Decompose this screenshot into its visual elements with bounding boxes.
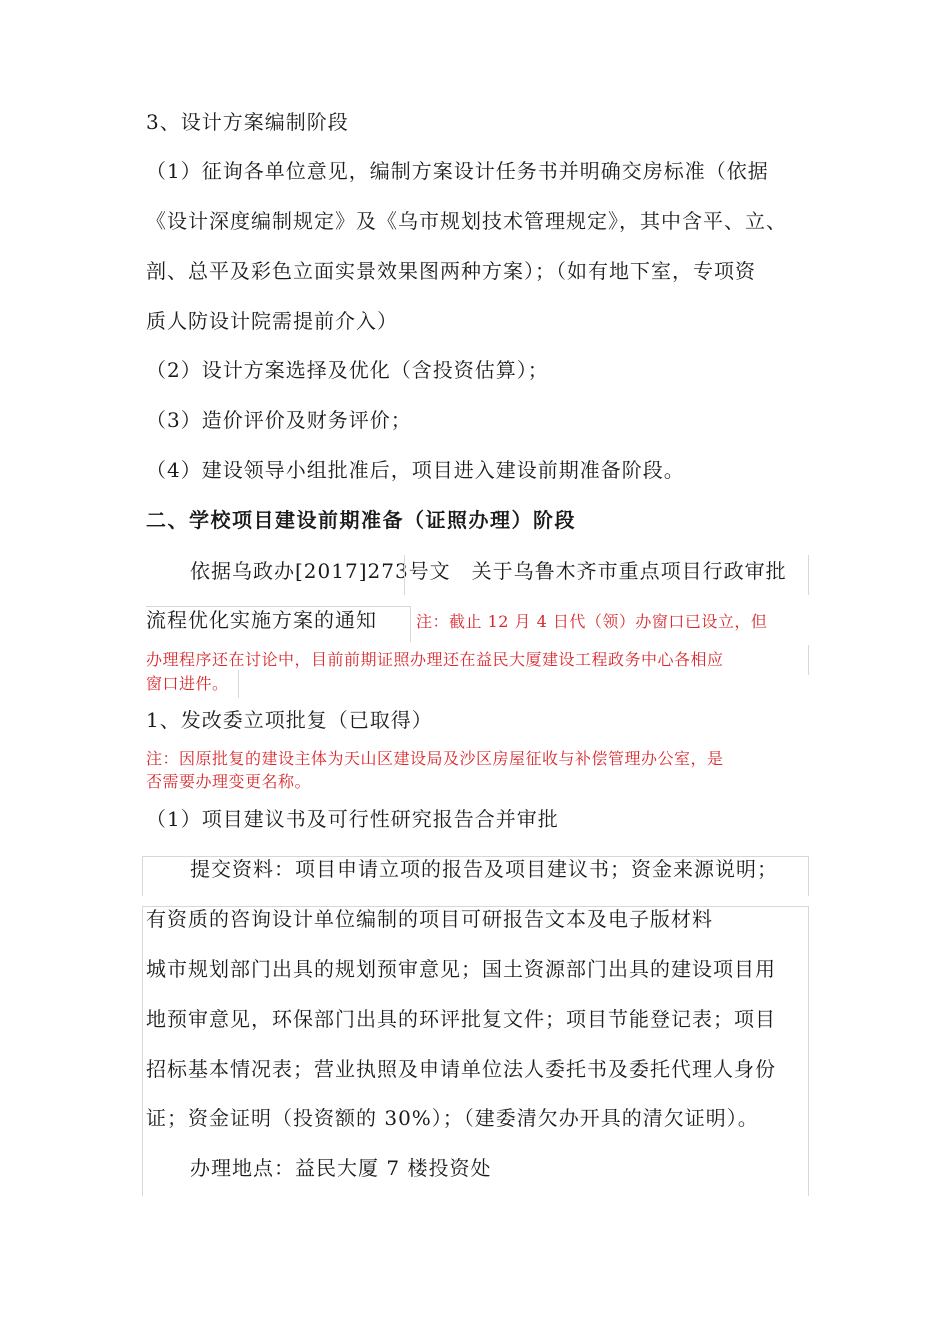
s3-item1-line3: 剖、总平及彩色立面实景效果图两种方案）；（如有地下室，专项资 [146, 259, 756, 283]
frame-line [410, 606, 411, 642]
frame-line [142, 906, 808, 907]
note-2-line2: 否需要办理变更名称。 [146, 772, 312, 791]
note-1-line1: 注：截止 12 月 4 日代（领）办窗口已设立，但 [416, 612, 768, 631]
basis-line2: 流程优化实施方案的通知 [146, 608, 377, 632]
submit-line3: 城市规划部门出具的规划预审意见；国土资源部门出具的建设项目用 [146, 957, 776, 981]
frame-line [238, 670, 239, 698]
basis-line1: 依据乌政办[2017]273号文 关于乌鲁木齐市重点项目行政审批 [190, 559, 787, 583]
s3-item1-line1: （1）征询各单位意见，编制方案设计任务书并明确交房标准（依据 [146, 159, 769, 183]
section-1-title: 1、发改委立项批复（已取得） [146, 708, 433, 732]
frame-line [808, 906, 809, 1196]
frame-line [142, 856, 143, 896]
s3-item2: （2）设计方案选择及优化（含投资估算）； [146, 358, 549, 382]
submit-line6: 证；资金证明（投资额的 30%）；（建委清欠办开具的清欠证明）。 [146, 1106, 759, 1130]
s3-item4: （4）建设领导小组批准后，项目进入建设前期准备阶段。 [146, 458, 685, 482]
submit-line2: 有资质的咨询设计单位编制的项目可研报告文本及电子版材料 [146, 907, 713, 931]
frame-line [808, 856, 809, 896]
frame-line [808, 555, 809, 595]
s3-item1-line2: 《设计深度编制规定》及《乌市规划技术管理规定》，其中含平、立、 [146, 209, 787, 233]
note-2-line1: 注：因原批复的建设主体为天山区建设局及沙区房屋征收与补偿管理办公室，是 [146, 749, 724, 768]
submit-line1: 提交资料：项目申请立项的报告及项目建议书；资金来源说明； [190, 857, 778, 881]
s1-item1: （1）项目建议书及可行性研究报告合并审批 [146, 807, 559, 831]
frame-line [808, 645, 809, 675]
section-3-title: 3、设计方案编制阶段 [146, 110, 349, 134]
location-line: 办理地点：益民大厦 7 楼投资处 [190, 1156, 492, 1180]
s3-item1-line4: 质人防设计院需提前介入） [146, 309, 398, 333]
s3-item3: （3）造价评价及财务评价； [146, 408, 412, 432]
submit-line4: 地预审意见，环保部门出具的环评批复文件；项目节能登记表；项目 [146, 1007, 776, 1031]
frame-line [404, 555, 405, 595]
note-1-line3: 窗口进件。 [146, 674, 229, 693]
section-2-heading: 二、学校项目建设前期准备（证照办理）阶段 [146, 508, 576, 532]
frame-line [142, 856, 808, 857]
frame-line [146, 606, 410, 607]
note-1-line2: 办理程序还在讨论中，目前前期证照办理还在益民大厦建设工程政务中心各相应 [146, 650, 724, 669]
submit-line5: 招标基本情况表；营业执照及申请单位法人委托书及委托代理人身份 [146, 1057, 776, 1081]
frame-line [142, 906, 143, 1196]
